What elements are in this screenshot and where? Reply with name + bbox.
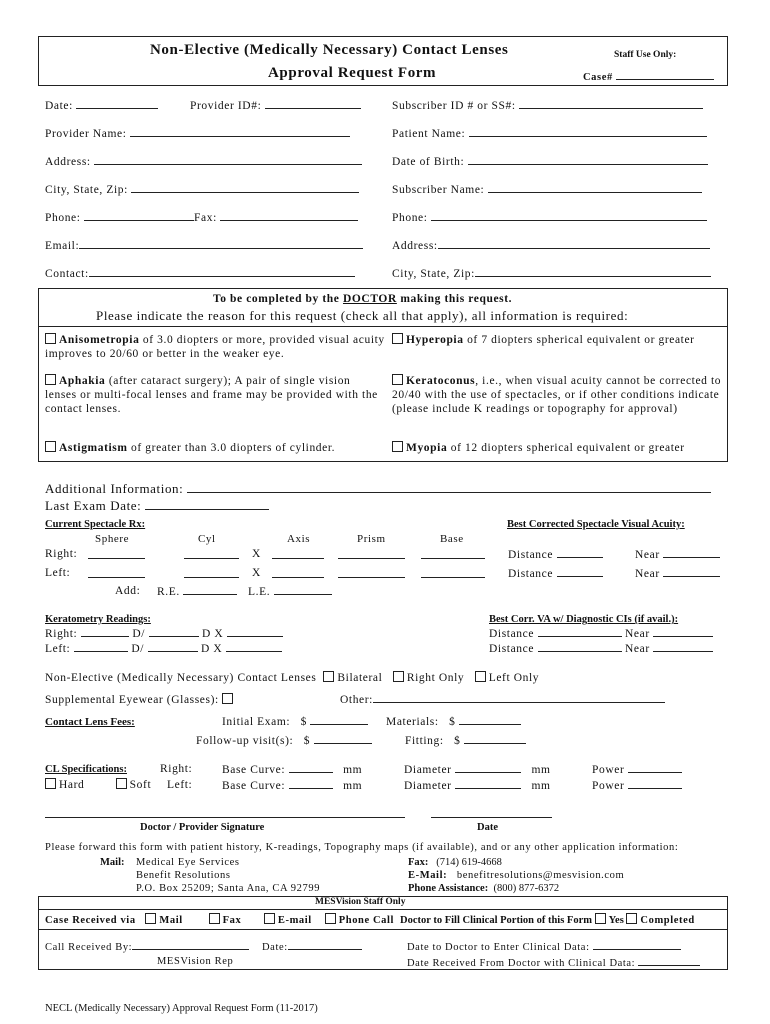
email-info: E-Mail: benefitresolutions@mesvision.com [408,870,625,881]
staff-yes-checkbox[interactable] [595,913,606,924]
signature-field[interactable] [45,808,405,818]
re-row: R.E. [157,585,237,598]
patient-name-field[interactable] [469,127,707,137]
provider-id-row: Provider ID#: [190,99,361,112]
right-sphere-field[interactable] [88,549,145,559]
kerato-right-row: Right: D/ D X [45,627,283,640]
left-diameter: Diameter mm [404,780,551,792]
doctor-line1: To be completed by the DOCTOR making this request. [213,293,513,305]
other-row: Other: [340,693,665,706]
date-to-doctor-row: Date to Doctor to Enter Clinical Data: [407,940,681,953]
materials-field[interactable] [459,715,521,725]
phone-right-field[interactable] [431,211,707,221]
keratoconus-checkbox[interactable] [392,374,403,385]
contact-field[interactable] [89,267,355,277]
fax-field[interactable] [220,211,358,221]
cl-specs-title: CL Specifications: [45,764,127,775]
bilateral-checkbox[interactable] [323,671,334,682]
bcva-right-near: Near [635,548,720,561]
initial-exam-field[interactable] [310,715,368,725]
reason-hyperopia: Hyperopia of 7 diopters spherical equivalent or greater [392,333,722,347]
right-only-checkbox[interactable] [393,671,404,682]
address-right-field[interactable] [438,239,710,249]
add-le-field[interactable] [274,585,332,595]
soft-checkbox[interactable] [116,778,127,789]
best-corr-va-title: Best Corr. VA w/ Diagnostic CIs (if avail.): [489,614,679,625]
hard-soft-row: Hard Soft [45,778,151,791]
bcva-right-distance-field[interactable] [557,548,603,558]
bcva-dx-distance: Distance Near [489,627,713,640]
materials-row: Materials: $ [386,715,521,728]
last-exam-field[interactable] [145,500,269,510]
fitting-field[interactable] [464,734,526,744]
mail-line3: P.O. Box 25209; Santa Ana, CA 92799 [136,883,321,894]
city-left-field[interactable] [131,183,359,193]
astigmatism-checkbox[interactable] [45,441,56,452]
right-diameter-field[interactable] [455,763,521,773]
call-received-row: Call Received By: [45,940,249,953]
anisometropia-checkbox[interactable] [45,333,56,344]
phone-left-row: Phone: Fax: [45,211,358,224]
specs-right-label: Right: [160,763,193,775]
subscriber-id-row: Subscriber ID # or SS#: [392,99,703,112]
right-axis-field[interactable] [272,549,324,559]
bcva-dx-near-1-field[interactable] [653,627,713,637]
bcva-dx-distance-2: Distance Near [489,642,713,655]
case-field[interactable] [616,70,714,80]
col-cyl: Cyl [198,533,216,545]
date-to-doctor-field[interactable] [593,940,681,950]
left-diameter-field[interactable] [455,779,521,789]
staff-fax-checkbox[interactable] [209,913,220,924]
hard-checkbox[interactable] [45,778,56,789]
col-base: Base [440,533,464,545]
signature-label: Doctor / Provider Signature [140,822,265,833]
right-base-curve: Base Curve: mm [222,764,363,776]
reason-astigmatism: Astigmatism of greater than 3.0 diopters of cylinder. [45,441,390,455]
additional-info-field[interactable] [187,483,711,493]
specs-left-label: Left: [167,779,193,791]
kerato-left-2-field[interactable] [148,642,198,652]
right-base-field[interactable] [421,549,485,559]
left-sphere-field[interactable] [88,568,145,578]
staff-phone-checkbox[interactable] [325,913,336,924]
city-right-field[interactable] [475,267,711,277]
staff-email-checkbox[interactable] [264,913,275,924]
kerato-right-2-field[interactable] [149,627,199,637]
address-left-field[interactable] [94,155,362,165]
title-line1: Non-Elective (Medically Necessary) Contact Lenses [150,42,509,58]
keratometry-title: Keratometry Readings: [45,614,151,625]
fitting-row: Fitting: $ [405,734,526,747]
staff-title-line [38,909,728,910]
right-x: X [252,548,261,560]
title-line2: Approval Request Form [268,65,437,81]
reason-aphakia: Aphakia (after cataract surgery); A pair of single vision lenses or multi-focal lenses and frame may be provided with the contact lenses. [45,375,378,415]
reason-myopia: Myopia of 12 diopters spherical equivalent or greater [392,441,727,455]
fees-title: Contact Lens Fees: [45,716,135,728]
staff-mail-checkbox[interactable] [145,913,156,924]
left-cyl-field[interactable] [184,568,239,578]
left-base-field[interactable] [421,568,485,578]
staff-completed-checkbox[interactable] [626,913,637,924]
bcva-left-distance: Distance [508,567,603,580]
add-re-field[interactable] [183,585,237,595]
supplemental-checkbox[interactable] [222,693,233,704]
bcva-left-near-field[interactable] [663,567,720,577]
left-axis-field[interactable] [272,568,324,578]
spectacle-left-label: Left: [45,567,71,579]
aphakia-checkbox[interactable] [45,374,56,385]
left-base-curve: Base Curve: mm [222,780,363,792]
kerato-left-row: Left: D/ D X [45,642,282,655]
le-row: L.E. [248,585,332,598]
address-left-row: Address: [45,155,362,168]
myopia-checkbox[interactable] [392,441,403,452]
kerato-left-1-field[interactable] [74,642,128,652]
bcva-right-distance: Distance [508,548,603,561]
staff-use-label: Staff Use Only: [614,50,677,60]
forward-text: Please forward this form with patient history, K-readings, Topography maps (if available), and or any other application information: [45,842,679,853]
mesvision-rep: MESVision Rep [157,956,234,967]
subscriber-id-field[interactable] [519,99,703,109]
bcva-dx-near-2-field[interactable] [653,642,713,652]
case-label: Case# [583,70,714,83]
other-field[interactable] [373,693,665,703]
provider-name-row: Provider Name: [45,127,350,140]
bcva-left-near: Near [635,567,720,580]
provider-name-field[interactable] [130,127,350,137]
col-sphere: Sphere [95,533,130,545]
kerato-left-3-field[interactable] [226,642,282,652]
mail-line2: Benefit Resolutions [136,870,231,881]
fax-info: Fax: (714) 619-4668 [408,857,502,868]
subscriber-name-field[interactable] [488,183,702,193]
patient-name-row: Patient Name: [392,127,707,140]
right-prism-field[interactable] [338,549,405,559]
reason-keratoconus: Keratoconus, i.e., when visual acuity cannot be corrected to 20/40 with the use of spectacles, or if other conditions indicate (please include K readings or topography for approval) [392,375,722,415]
email-field[interactable] [79,239,363,249]
form-footer: NECL (Medically Necessary) Approval Request Form (11-2017) [45,1003,318,1014]
right-cyl-field[interactable] [184,549,239,559]
bcva-dx-distance-2-field[interactable] [538,642,622,652]
right-power: Power [592,763,682,776]
subscriber-name-row: Subscriber Name: [392,183,702,196]
bcva-left-distance-field[interactable] [557,567,603,577]
doctor-line2: Please indicate the reason for this request (check all that apply), all information is required: [96,308,629,323]
date-from-doctor-field[interactable] [638,956,700,966]
staff-mid-line [38,929,728,930]
left-x: X [252,567,261,579]
right-diameter: Diameter mm [404,764,551,776]
left-power: Power [592,779,682,792]
address-right-row: Address: [392,239,710,252]
left-prism-field[interactable] [338,568,405,578]
necl-option-row: Non-Elective (Medically Necessary) Contact Lenses Bilateral Right Only Left Only [45,672,540,684]
spectacle-title: Current Spectacle Rx: [45,519,146,530]
initial-exam-row: Initial Exam: $ [222,715,368,728]
left-only-checkbox[interactable] [475,671,486,682]
bcva-dx-distance-1-field[interactable] [538,627,622,637]
best-corrected-title: Best Corrected Spectacle Visual Acuity: [507,519,685,530]
additional-info-row: Additional Information: [45,481,711,497]
doctor-divider [38,326,728,327]
city-right-row: City, State, Zip: [392,267,711,280]
followup-field[interactable] [314,734,372,744]
signature-date-label: Date [477,822,498,833]
kerato-right-1-field[interactable] [81,627,129,637]
col-axis: Axis [287,533,311,545]
contact-row: Contact: [45,267,355,280]
staff-date-row: Date: [262,940,362,953]
email-row: Email: [45,239,363,252]
mail-label: Mail: [100,857,125,868]
hyperopia-checkbox[interactable] [392,333,403,344]
phone-right-row: Phone: [392,211,707,224]
left-power-field[interactable] [628,779,682,789]
doctor-fill-row: Doctor to Fill Clinical Portion of this Form Yes Completed [400,915,695,926]
last-exam-row: Last Exam Date: [45,498,269,514]
phone-left-field[interactable] [84,211,194,221]
followup-row: Follow-up visit(s): $ [196,734,372,747]
supplemental-row: Supplemental Eyewear (Glasses): [45,693,236,706]
phone-info: Phone Assistance: (800) 877-6372 [408,883,560,894]
right-power-field[interactable] [628,763,682,773]
provider-id-field[interactable] [265,99,361,109]
city-left-row: City, State, Zip: [45,183,359,196]
signature-date-field[interactable] [431,808,552,818]
spectacle-right-label: Right: [45,548,78,560]
kerato-right-3-field[interactable] [227,627,283,637]
right-base-curve-field[interactable] [289,763,333,773]
staff-date-field[interactable] [288,940,362,950]
col-prism: Prism [357,533,386,545]
bcva-right-near-field[interactable] [663,548,720,558]
staff-title: MESVision Staff Only [315,897,406,907]
date-from-doctor-row: Date Received From Doctor with Clinical Data: [407,956,700,969]
dob-row: Date of Birth: [392,155,708,168]
date-field[interactable] [76,99,158,109]
dob-field[interactable] [468,155,708,165]
reason-anisometropia: Anisometropia of 3.0 diopters or more, provided visual acuity improves to 20/60 or better in the weaker eye. [45,334,385,360]
left-base-curve-field[interactable] [289,779,333,789]
received-via-row: Case Received via Mail Fax E-mail Phone Call [45,915,395,926]
add-label: Add: [115,585,141,597]
call-received-field[interactable] [132,940,249,950]
mail-line1: Medical Eye Services [136,857,240,868]
date-row: Date: [45,99,158,112]
